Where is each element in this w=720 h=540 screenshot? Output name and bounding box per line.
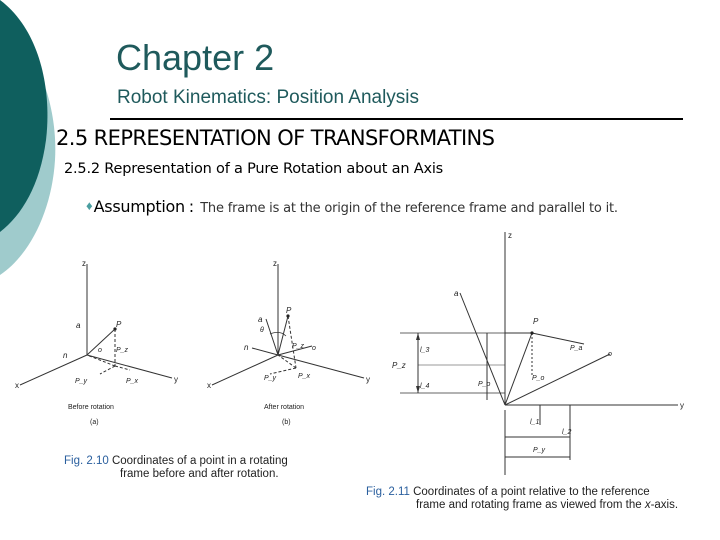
position-vector <box>278 316 288 355</box>
fig-2-10-caption-line1: Coordinates of a point in a rotating <box>111 455 288 467</box>
l4-label: l_4 <box>420 383 430 390</box>
theta-label: θ <box>260 327 264 334</box>
x-label: x <box>15 381 19 390</box>
n-label: n <box>244 343 249 352</box>
fig-2-11-caption-line2 <box>366 499 678 512</box>
p-label: P <box>286 306 292 315</box>
px-label: P_x <box>126 378 139 385</box>
px-label: P_x <box>298 373 311 380</box>
figure-2-11-caption <box>366 486 678 512</box>
figure-2-10b <box>200 252 380 432</box>
assumption-label: Assumption <box>93 197 185 216</box>
pz-label: P_z <box>292 343 305 350</box>
z-label: z <box>82 259 86 268</box>
y-label: y <box>174 375 178 384</box>
z-label: z <box>508 231 512 240</box>
figure-2-11 <box>380 230 690 480</box>
diamond-bullet-icon: ♦ <box>86 198 93 213</box>
a-label: a <box>76 321 81 330</box>
py-label: P_y <box>264 375 277 382</box>
rotated-a-axis <box>266 319 278 355</box>
pz-label: P_z <box>392 361 406 370</box>
o-label: o <box>608 351 612 358</box>
after-caption: After rotation <box>264 404 305 411</box>
before-caption: Before rotation <box>68 404 114 411</box>
n-label: n <box>63 351 68 360</box>
z-label: z <box>273 259 277 268</box>
figure-2-10-caption <box>64 455 288 481</box>
fig-2-11-caption-line1: Coordinates of a point relative to the reference <box>413 486 650 498</box>
caption-line2-part3: -axis. <box>650 499 679 512</box>
subsection-heading: 2.5.2 Representation of a Pure Rotation about an Axis <box>64 161 444 177</box>
pa-label: P_a <box>570 345 583 352</box>
py-label: P_y <box>75 378 88 385</box>
fig-2-10-caption-line2: frame before and after rotation. <box>120 468 279 481</box>
rotated-n-axis <box>252 348 278 355</box>
y-axis <box>278 355 364 378</box>
title-divider <box>110 118 683 120</box>
caption-line2-part1: frame and rotating frame as viewed from the <box>416 499 645 512</box>
l2-label: l_2 <box>562 429 572 436</box>
po-label: P_o <box>478 381 491 388</box>
l1-label: l_1 <box>530 419 540 426</box>
x-label: x <box>207 381 211 390</box>
a-label: a <box>258 315 263 324</box>
a-label: a <box>454 289 459 298</box>
y-axis <box>87 355 172 378</box>
o-label: o <box>98 347 102 354</box>
section-heading: 2.5 REPRESENTATION OF TRANSFORMATINS <box>56 126 495 150</box>
p-label: P <box>116 320 122 329</box>
l3-label: l_3 <box>420 347 430 354</box>
figure-2-10a <box>10 252 190 432</box>
a-axis <box>460 293 505 405</box>
tag-b: (b) <box>282 419 291 426</box>
caption-line2-italic: x <box>644 499 651 512</box>
fig-2-11-number: Fig. 2.11 <box>366 486 410 498</box>
y-label: y <box>366 375 370 384</box>
py-label: P_y <box>533 447 546 454</box>
y-label: y <box>680 401 684 410</box>
chapter-title: Chapter 2 <box>116 37 275 78</box>
chapter-subtitle: Robot Kinematics: Position Analysis <box>117 87 420 108</box>
assumption-text: The frame is at the origin of the reference frame and parallel to it. <box>200 201 618 216</box>
tag-a: (a) <box>90 419 99 426</box>
o-label: o <box>312 345 316 352</box>
fig-2-10-number: Fig. 2.10 <box>64 455 109 467</box>
pz-label: P_z <box>116 347 129 354</box>
assumption-colon: : <box>188 197 195 216</box>
po-right-label: P_o <box>532 375 545 382</box>
assumption-line <box>86 197 618 217</box>
p-label: P <box>533 317 539 326</box>
